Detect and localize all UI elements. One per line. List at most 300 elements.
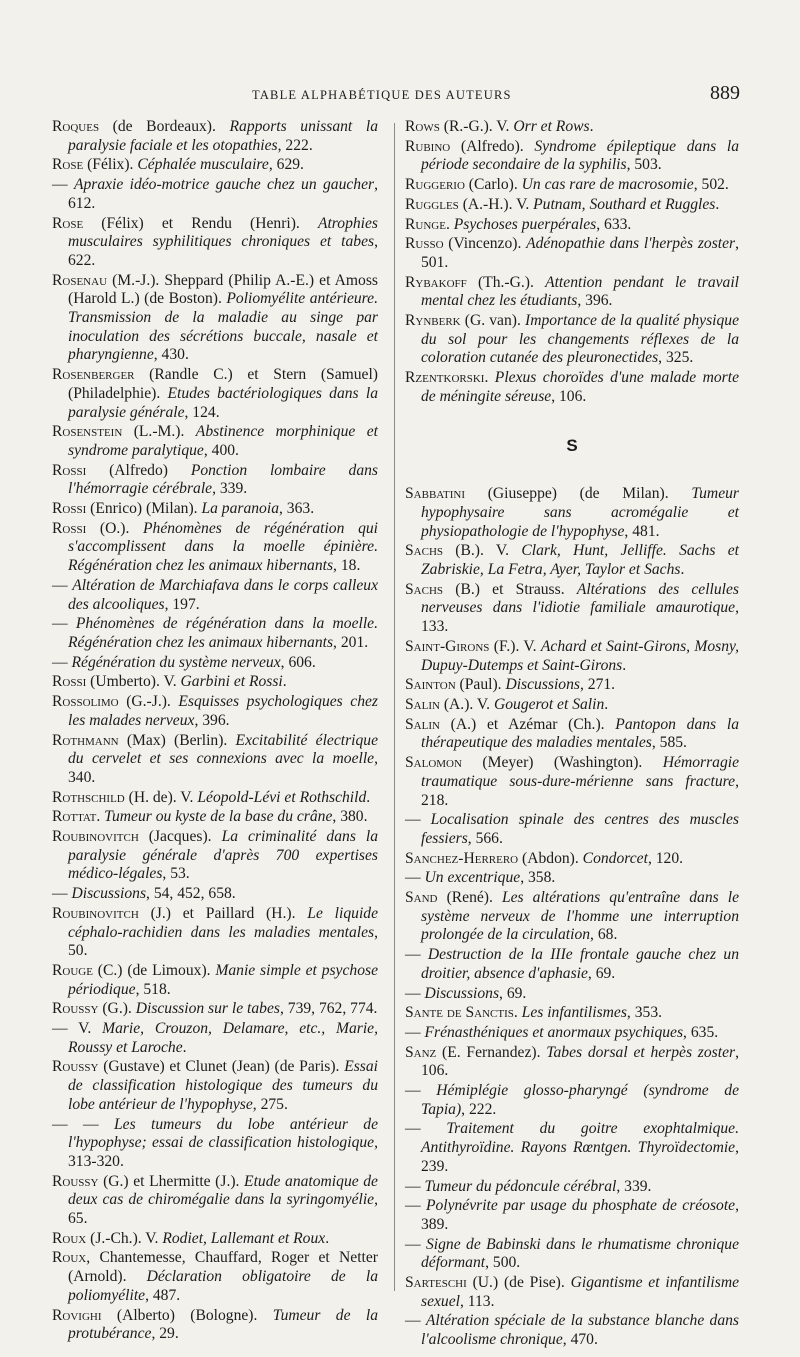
- index-entry: [405, 196, 739, 215]
- entry-page-ref: , 566.: [467, 829, 503, 847]
- entry-page-ref: , 353.: [626, 1004, 663, 1022]
- entry-details: —: [405, 1312, 426, 1330]
- entry-title: Destruction de la IIIe frontale gauche chez un droitier, absence d'aphasie: [421, 946, 739, 982]
- entry-page-ref: , 633.: [596, 215, 632, 233]
- entry-page-ref: , 29.: [151, 1325, 179, 1343]
- entry-page-ref: , 518.: [135, 980, 171, 998]
- entry-title: Phénomènes de régénération qui s'accomplissent dans la moelle épinière. Régénération chez les animaux hibernants: [68, 519, 378, 575]
- page-number: 889: [710, 82, 740, 104]
- index-entry: [52, 176, 378, 213]
- index-entry: [52, 118, 378, 155]
- entry-details: (B.). V.: [443, 542, 522, 560]
- entry-author: Sainton: [405, 676, 456, 694]
- entry-details: (J.) et Paillard (H.).: [138, 904, 308, 922]
- entry-page-ref: , 606.: [280, 653, 316, 671]
- entry-page-ref: , 313-320.: [68, 1134, 378, 1170]
- entry-page-ref: , 133.: [421, 599, 739, 636]
- entry-author: Sand: [405, 889, 438, 907]
- entry-title: Discussions: [424, 984, 500, 1002]
- index-entry: [405, 850, 739, 869]
- entry-page-ref: , 325.: [658, 349, 694, 367]
- entry-title: Discussion sur le tabes: [135, 1000, 280, 1018]
- entry-page-ref: , 218.: [421, 772, 739, 809]
- entry-details: (Alberto) (Bologne).: [101, 1306, 273, 1324]
- entry-details: (A.). V.: [439, 695, 494, 713]
- entry-title: Un excentrique: [424, 869, 521, 887]
- entry-author: Sanchez-Herrero: [405, 849, 519, 867]
- entry-details: (A.-H.). V.: [458, 195, 534, 213]
- entry-page-ref: , 222.: [461, 1100, 497, 1118]
- entry-details: —: [405, 869, 425, 887]
- entry-page-ref: , 197.: [164, 595, 200, 613]
- entry-author: Rossi: [52, 519, 87, 537]
- entry-details: (G.).: [98, 1000, 136, 1018]
- entry-title: Gougerot et Salin: [493, 695, 605, 713]
- entry-page-ref: , 430.: [153, 346, 189, 364]
- index-entry: [405, 889, 739, 945]
- index-entry: [52, 520, 378, 576]
- entry-title: Marie, Crouzon, Delamare, etc., Marie, Roussy et Laroche: [68, 1020, 378, 1056]
- index-entry: [405, 1044, 739, 1081]
- header-title: TABLE ALPHABÉTIQUE DES AUTEURS: [252, 88, 512, 102]
- entry-details: .: [513, 1004, 522, 1022]
- entry-details: (L.-M.).: [122, 423, 196, 441]
- entry-author: Rossi: [52, 673, 87, 691]
- index-entry: [405, 716, 739, 753]
- entry-title: Discussions: [71, 885, 147, 903]
- entry-author: Roubinovitch: [52, 904, 139, 922]
- entry-title: Abstinence morphinique et syndrome paralytique: [68, 423, 378, 459]
- index-entry: [52, 500, 378, 519]
- entry-author: Sachs: [405, 580, 444, 598]
- entry-details: —: [405, 1082, 437, 1100]
- entry-page-ref: .: [366, 788, 371, 806]
- entry-title: Traitement du goitre exophtalmique. Antithyroïdine. Rayons Rœntgen. Thyroïdectomie: [421, 1120, 739, 1157]
- entry-title: Tumeur hypophysaire sans acromégalie et physiopathologie de l'hypophyse: [421, 485, 739, 540]
- entry-title: Etude anatomique de deux cas de chiromégalie dans la syringomyélie: [68, 1172, 378, 1209]
- entry-page-ref: , 487.: [145, 1286, 181, 1304]
- entry-page-ref: .: [680, 561, 685, 579]
- entry-details: (Meyer) (Washington).: [461, 754, 663, 772]
- entry-title: La criminalité dans la paralysie générale d'après 700 expertises médico-légales: [68, 828, 379, 883]
- index-entry: [405, 176, 739, 195]
- entry-page-ref: , 501.: [421, 235, 739, 271]
- index-entry: [52, 272, 378, 366]
- entry-details: (Gustave) et Clunet (Jean) (de Paris).: [98, 1058, 345, 1076]
- index-entry: [405, 676, 739, 695]
- entry-details: .: [484, 369, 495, 387]
- index-entry: [52, 423, 378, 460]
- entry-title: Excitabilité électrique du cervelet et ses connexions avec la moelle: [68, 731, 378, 768]
- entry-details: —: [405, 1120, 447, 1138]
- entry-author: Rosenau: [52, 271, 108, 289]
- index-entry: [405, 312, 739, 368]
- entry-title: Pantopon dans la thérapeutique des maladies mentales: [421, 715, 739, 752]
- index-entry: [52, 366, 378, 422]
- entry-page-ref: , 222.: [277, 136, 313, 154]
- entry-details: (F.). V.: [489, 637, 541, 655]
- index-entry: [52, 1000, 378, 1019]
- entry-author: Roussy: [52, 1058, 99, 1076]
- index-entry: [405, 638, 739, 675]
- entry-details: (U.) (de Pise).: [466, 1274, 571, 1292]
- entry-page-ref: , 239.: [421, 1139, 739, 1175]
- entry-page-ref: , 339.: [616, 1177, 652, 1195]
- index-entry: [52, 462, 378, 499]
- entry-details: —: [52, 615, 76, 633]
- entry-details: (Alfredo): [86, 461, 191, 479]
- entry-title: Plexus choroïdes d'une malade morte de méningite séreuse: [421, 369, 739, 405]
- entry-author: Rossi: [52, 461, 87, 479]
- entry-page-ref: , 481.: [624, 522, 660, 540]
- entry-author: Rybakoff: [405, 273, 467, 291]
- index-entry: [405, 1004, 739, 1023]
- entry-page-ref: , 106.: [551, 387, 587, 405]
- entry-title: Syndrome épileptique dans la période secondaire de la syphilis: [421, 137, 739, 174]
- index-entry: [52, 905, 378, 961]
- entry-page-ref: , 635.: [683, 1023, 719, 1041]
- entry-details: (René).: [437, 889, 502, 907]
- index-entry: [52, 156, 378, 175]
- entry-title: Clark, Hunt, Jelliffe. Sachs et Zabriskie, La Fetra, Ayer, Taylor et Sachs: [421, 542, 739, 579]
- right-column-s-entries: [405, 485, 739, 1350]
- entry-author: Ruggerio: [405, 176, 465, 194]
- entry-title: Poliomyélite antérieure. Transmission de la maladie au singe par inoculation des sécrétions buccale, nasale et pharyngienne: [68, 290, 378, 364]
- index-entry: [405, 985, 739, 1004]
- entry-author: Roux: [52, 1229, 87, 1247]
- entry-details: —: [52, 576, 73, 594]
- entry-author: Roussy: [52, 1172, 99, 1190]
- entry-details: (Enrico) (Milan).: [86, 500, 202, 518]
- entry-details: —: [405, 1235, 426, 1253]
- entry-details: (G.-J.).: [118, 693, 179, 711]
- index-entry: [52, 1173, 378, 1229]
- entry-author: Salin: [405, 695, 440, 713]
- entry-page-ref: .: [622, 656, 627, 674]
- entry-details: .: [96, 808, 105, 826]
- entry-page-ref: , 275.: [252, 1095, 288, 1113]
- entry-title: Orr et Rows: [513, 118, 590, 135]
- entry-page-ref: , 585.: [651, 734, 687, 752]
- entry-author: Ruggles: [405, 195, 459, 213]
- entry-page-ref: , 629.: [268, 156, 304, 174]
- entry-details: — —: [52, 1115, 114, 1133]
- entry-title: Les altérations qu'entraîne dans le système nerveux de l'homme une interruption prolongée de la circulation: [421, 889, 739, 944]
- entry-author: Rzentkorski: [405, 369, 485, 387]
- entry-title: Frénasthéniques et anormaux psychiques: [424, 1023, 684, 1041]
- index-entry: [405, 274, 739, 311]
- entry-details: , Chantemesse, Chauffard, Roger et Netter (Arnold).: [68, 1249, 378, 1286]
- entry-details: (Randle C.) et Stern (Samuel) (Philadelphie).: [68, 366, 378, 402]
- entry-title: Le liquide céphalo-rachidien dans les maladies mentales: [68, 904, 378, 941]
- index-entry: [405, 369, 739, 406]
- index-entry: [405, 1274, 739, 1311]
- entry-page-ref: , 470.: [562, 1331, 598, 1349]
- entry-details: (Félix).: [83, 156, 138, 174]
- entry-author: Rosenstein: [52, 423, 123, 441]
- entry-title: Un cas rare de macrosomie: [521, 176, 694, 194]
- entry-title: Tumeur du pédoncule cérébral: [424, 1177, 617, 1195]
- entry-details: (Alfredo).: [450, 137, 535, 155]
- entry-page-ref: , 396.: [194, 711, 230, 729]
- entry-title: Tabes dorsal et herpès zoster: [546, 1043, 736, 1061]
- entry-title: Les infantilismes: [521, 1004, 627, 1022]
- entry-title: Psychoses puerpérales: [453, 215, 597, 233]
- entry-author: Sanz: [405, 1043, 437, 1061]
- entry-title: Attention pendant le travail mental chez les étudiants: [421, 273, 740, 310]
- entry-author: Sabbatini: [405, 485, 466, 503]
- index-entry: [405, 754, 739, 810]
- entry-author: Rouge: [52, 961, 93, 979]
- entry-page-ref: , 358.: [520, 869, 556, 887]
- entry-author: Roussy: [52, 1000, 99, 1018]
- entry-page-ref: , 18.: [333, 557, 361, 575]
- entry-page-ref: , 503.: [626, 156, 662, 174]
- entry-author: Sante de Sanctis: [405, 1004, 514, 1022]
- entry-details: (G. van).: [460, 312, 525, 330]
- entry-details: .: [445, 215, 454, 233]
- index-entry: [52, 1249, 378, 1305]
- entry-author: Rosenberger: [52, 366, 135, 384]
- entry-details: (Giuseppe) (de Milan).: [465, 485, 692, 503]
- index-entry: [405, 1082, 739, 1119]
- entry-title: Esquisses psychologiques chez les malades nerveux: [68, 693, 378, 729]
- entry-author: Rothschild: [52, 788, 125, 806]
- index-entry: [405, 235, 739, 272]
- entry-title: Céphalée musculaire: [137, 156, 269, 174]
- index-entry: [405, 1120, 739, 1176]
- entry-page-ref: , 120.: [647, 849, 684, 867]
- entry-details: (Umberto). V.: [86, 673, 181, 691]
- entry-title: Déclaration obligatoire de la poliomyélite: [68, 1268, 378, 1304]
- index-entry: [405, 118, 739, 137]
- entry-page-ref: , 68.: [590, 926, 618, 944]
- entry-page-ref: , 339.: [212, 480, 248, 498]
- entry-details: (B.) et Strauss.: [443, 580, 577, 598]
- entry-title: Condorcet: [582, 849, 648, 867]
- entry-page-ref: , 54, 452, 658.: [146, 885, 236, 903]
- entry-title: Altérations des cellules nerveuses dans l'idiotie familiale amaurotique: [421, 580, 740, 617]
- index-entry: [52, 828, 378, 884]
- entry-author: Salomon: [405, 754, 462, 772]
- entry-details: —: [52, 885, 72, 903]
- entry-author: Rossolimo: [52, 693, 119, 711]
- entry-page-ref: .: [604, 695, 609, 713]
- left-column: [52, 118, 378, 1345]
- index-entry: [405, 1197, 739, 1234]
- entry-details: (H. de). V.: [124, 788, 198, 806]
- entry-details: —: [405, 811, 431, 829]
- entry-page-ref: , 340.: [68, 750, 378, 786]
- entry-details: (J.-Ch.). V.: [86, 1229, 163, 1247]
- entry-author: Roux: [52, 1249, 87, 1267]
- index-entry: [52, 732, 378, 788]
- entry-author: Runge: [405, 215, 446, 233]
- index-entry: [405, 138, 739, 175]
- entry-title: Rapports unissant la paralysie faciale et les otopathies: [68, 118, 378, 154]
- entry-author: Rynberk: [405, 312, 461, 330]
- entry-details: (Abdon).: [518, 849, 583, 867]
- entry-author: Russo: [405, 235, 444, 253]
- entry-author: Rossi: [52, 500, 87, 518]
- entry-page-ref: .: [715, 195, 720, 213]
- index-entry: [52, 789, 378, 808]
- entry-title: Garbini et Rossi: [180, 673, 283, 691]
- index-entry: [52, 673, 378, 692]
- entry-title: Altération spéciale de la substance blanche dans l'alcoolisme chronique: [421, 1312, 739, 1349]
- index-entry: [52, 693, 378, 730]
- entry-title: Hémorragie traumatique sous-dure-mérienne sans fracture: [421, 754, 739, 790]
- entry-title: Atrophies musculaires syphilitiques chroniques et tabes: [68, 214, 378, 251]
- entry-author: Roubinovitch: [52, 828, 139, 846]
- index-entry: [405, 946, 739, 983]
- index-entry: [52, 654, 378, 673]
- column-divider: [394, 123, 395, 1291]
- index-entry: [405, 216, 739, 235]
- entry-page-ref: , 271.: [579, 676, 616, 694]
- entry-title: Tumeur de la protubérance: [68, 1306, 378, 1343]
- entry-page-ref: , 389.: [421, 1197, 740, 1233]
- index-entry: [405, 1236, 739, 1273]
- entry-details: (G.) et Lhermitte (J.).: [98, 1172, 245, 1190]
- entry-author: Rows: [405, 118, 440, 135]
- index-entry: [52, 1116, 378, 1172]
- entry-page-ref: .: [325, 1229, 330, 1247]
- entry-author: Sachs: [405, 542, 444, 560]
- entry-author: Rubino: [405, 137, 451, 155]
- entry-page-ref: , 502.: [693, 176, 729, 194]
- entry-details: (de Bordeaux).: [99, 118, 230, 135]
- entry-details: —: [52, 176, 74, 194]
- entry-author: Saint-Girons: [405, 637, 490, 655]
- entry-page-ref: , 106.: [421, 1043, 739, 1080]
- entry-title: Tumeur ou kyste de la base du crâne: [104, 808, 333, 826]
- entry-page-ref: , 380.: [332, 808, 368, 826]
- index-entry: [405, 1312, 739, 1349]
- entry-title: Putnam, Southard et Ruggles: [533, 195, 716, 213]
- index-entry: [52, 885, 378, 904]
- index-entry: [52, 1230, 378, 1249]
- entry-title: Manie simple et psychose périodique: [68, 961, 378, 998]
- entry-title: Etudes bactériologiques dans la paralysie générale: [68, 384, 378, 421]
- entry-author: Rottat: [52, 808, 97, 826]
- index-entry: [52, 962, 378, 999]
- section-letter: S: [566, 435, 578, 455]
- index-entry: [52, 215, 378, 271]
- entry-details: (Vincenzo).: [443, 235, 527, 253]
- entry-title: La paranoia: [201, 500, 279, 518]
- entry-details: —: [52, 653, 72, 671]
- index-entry: [52, 1020, 378, 1057]
- entry-details: —: [405, 1023, 425, 1041]
- entry-page-ref: , 65.: [68, 1191, 378, 1228]
- entry-details: —: [405, 1197, 426, 1215]
- entry-page-ref: .: [182, 1038, 187, 1056]
- index-entry: [405, 542, 739, 579]
- entry-author: Rovighi: [52, 1306, 102, 1324]
- entry-page-ref: , 622.: [68, 233, 378, 269]
- right-column-r-entries: [405, 118, 739, 407]
- entry-title: Achard et Saint-Girons, Mosny, Dupuy-Dutemps et Saint-Girons: [421, 637, 740, 674]
- entry-author: Roques: [52, 118, 100, 135]
- index-entry: [52, 577, 378, 614]
- entry-details: (Jacques).: [138, 828, 222, 846]
- entry-details: —: [405, 946, 428, 964]
- entry-author: Rose: [52, 214, 84, 232]
- entry-title: Localisation spinale des centres des muscles fessiers: [421, 811, 739, 847]
- index-entry: [405, 696, 739, 715]
- entry-details: (Carlo).: [464, 176, 522, 194]
- entry-title: Léopold-Lévi et Rothschild: [197, 788, 367, 806]
- entry-page-ref: .: [282, 673, 287, 691]
- running-header: [52, 82, 740, 110]
- index-entry: [405, 811, 739, 848]
- entry-details: —: [405, 1177, 425, 1195]
- entry-page-ref: , 69.: [587, 964, 616, 982]
- index-entry: [405, 581, 739, 637]
- entry-page-ref: , 500.: [485, 1254, 521, 1272]
- entry-details: (E. Fernandez).: [436, 1043, 547, 1061]
- entry-page-ref: , 124.: [184, 403, 220, 421]
- entry-details: (M.-J.). Sheppard (Philip A.-E.) et Amoss (Harold L.) (de Boston).: [68, 271, 378, 308]
- index-entry: [52, 615, 378, 652]
- entry-page-ref: , 739, 762, 774.: [279, 1000, 378, 1018]
- entry-author: Salin: [405, 715, 440, 733]
- entry-details: (R.-G.). V.: [439, 118, 514, 135]
- entry-page-ref: .: [589, 118, 594, 135]
- right-column: [405, 118, 739, 1351]
- entry-title: Adénopathie dans l'herpès zoster: [526, 235, 736, 253]
- index-entry: [405, 1024, 739, 1043]
- entry-title: Importance de la qualité physique du sol pour les changements réflexes de la coloration cutanée des pleuronectides: [421, 312, 739, 367]
- index-entry: [405, 485, 739, 541]
- entry-title: Gigantisme et infantilisme sexuel: [421, 1274, 740, 1310]
- entry-title: Régénération du système nerveux: [71, 653, 281, 671]
- index-entry: [52, 808, 378, 827]
- index-entry: [52, 1058, 378, 1114]
- entry-details: (Th.-G.).: [466, 273, 546, 291]
- entry-title: Signe de Babinski dans le rhumatisme chronique déformant: [421, 1235, 739, 1272]
- entry-title: Rodiet, Lallemant et Roux: [162, 1229, 326, 1247]
- entry-details: (A.) et Azémar (Ch.).: [439, 715, 616, 733]
- entry-page-ref: , 612.: [68, 176, 378, 212]
- entry-details: (O.).: [86, 519, 144, 537]
- entry-title: Apraxie idéo-motrice gauche chez un gaucher: [73, 176, 375, 194]
- entry-details: —: [405, 984, 425, 1002]
- entry-page-ref: , 396.: [577, 292, 613, 310]
- index-entry: [405, 1178, 739, 1197]
- entry-details: — V.: [52, 1020, 103, 1038]
- entry-author: Rose: [52, 156, 84, 174]
- entry-page-ref: , 113.: [459, 1292, 495, 1310]
- entry-page-ref: , 363.: [279, 500, 315, 518]
- entry-details: (C.) (de Limoux).: [92, 961, 216, 979]
- entry-page-ref: , 50.: [68, 923, 378, 960]
- entry-title: Polynévrite par usage du phosphate de créosote: [425, 1197, 736, 1215]
- entry-page-ref: , 201.: [333, 633, 369, 651]
- index-entry: [405, 869, 739, 888]
- entry-page-ref: , 400.: [203, 441, 239, 459]
- entry-details: (Max) (Berlin).: [118, 731, 236, 749]
- entry-title: Hémiplégie glosso-pharyngé (syndrome de Tapia): [421, 1082, 739, 1118]
- entry-page-ref: , 69.: [499, 984, 527, 1002]
- entry-title: Les tumeurs du lobe antérieur de l'hypophyse; essai de classification histologique: [68, 1115, 378, 1152]
- entry-title: Discussions: [505, 676, 580, 694]
- entry-title: Altération de Marchiafava dans le corps calleux des alcooliques: [68, 576, 379, 613]
- entry-title: Phénomènes de régénération dans la moelle. Régénération chez les animaux hibernants: [68, 615, 378, 651]
- entry-title: Essai de classification histologique des tumeurs du lobe antérieur de l'hypophyse: [68, 1058, 378, 1113]
- entry-page-ref: , 53.: [162, 865, 190, 883]
